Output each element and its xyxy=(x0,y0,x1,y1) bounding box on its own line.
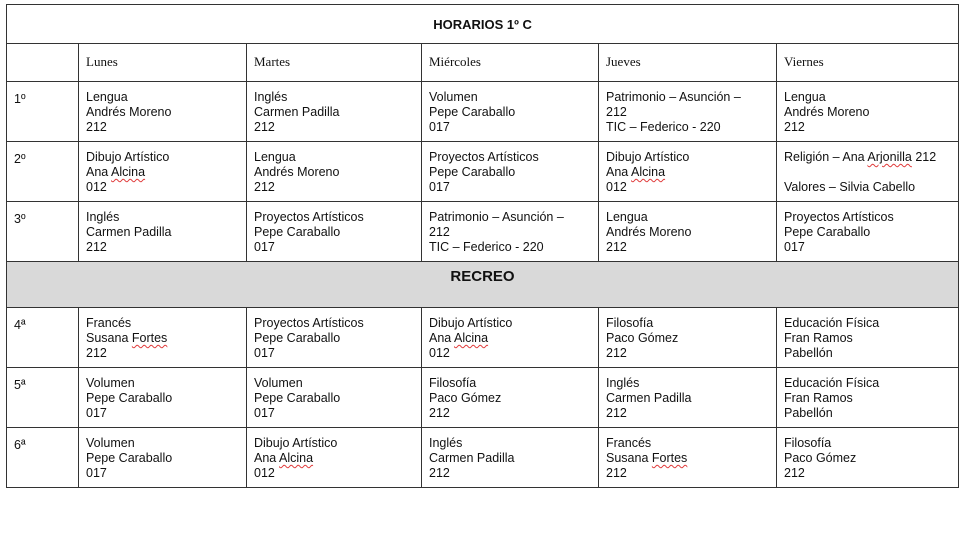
cell-line: 017 xyxy=(254,240,275,254)
day-header-miercoles: Miércoles xyxy=(422,44,599,82)
cell-line: Pepe Caraballo xyxy=(254,331,341,345)
cell-line: TIC – Federico - 220 xyxy=(606,120,721,134)
cell-line: 012 xyxy=(254,466,275,480)
cell-line: Educación Física xyxy=(784,316,880,330)
cell-line: Inglés xyxy=(254,90,288,104)
period-row xyxy=(7,82,959,142)
cell-line: Pepe Caraballo xyxy=(784,225,871,239)
cell-line: Inglés xyxy=(86,210,120,224)
cell-line: 012 xyxy=(86,180,107,194)
cell-line: Religión – Ana Arjonilla 212 xyxy=(784,150,937,164)
cell-line: Andrés Moreno xyxy=(254,165,340,179)
cell-line: Carmen Padilla xyxy=(254,105,340,119)
cell-line: 212 xyxy=(606,105,627,119)
spellcheck-underline: Arjonilla xyxy=(867,150,912,164)
cell-line: Lengua xyxy=(784,90,826,104)
title-row xyxy=(7,5,959,44)
recreo-label: RECREO xyxy=(7,262,959,308)
cell-line: Volumen xyxy=(254,376,303,390)
cell-line: Lengua xyxy=(254,150,296,164)
cell-line: 017 xyxy=(254,406,275,420)
cell-line: Ana Alcina xyxy=(86,165,146,179)
cell-line: Carmen Padilla xyxy=(429,451,515,465)
schedule-cell xyxy=(422,308,599,368)
cell-line: 212 xyxy=(606,346,627,360)
day-header-viernes: Viernes xyxy=(777,44,959,82)
spellcheck-underline: Alcina xyxy=(279,451,314,465)
cell-line: Filosofía xyxy=(784,436,832,450)
cell-line: Pepe Caraballo xyxy=(429,105,516,119)
cell-line: 212 xyxy=(606,240,627,254)
spellcheck-underline: Alcina xyxy=(631,165,666,179)
cell-line: Ana Alcina xyxy=(606,165,666,179)
cell-line: Paco Gómez xyxy=(606,331,679,345)
period-row xyxy=(7,428,959,488)
cell-line: 212 xyxy=(254,180,275,194)
cell-line: Volumen xyxy=(86,376,135,390)
schedule-cell xyxy=(422,428,599,488)
schedule-cell xyxy=(247,82,422,142)
cell-line: Fran Ramos xyxy=(784,391,853,405)
cell-line: Dibujo Artístico xyxy=(254,436,338,450)
cell-line: Francés xyxy=(606,436,652,450)
cell-line: Volumen xyxy=(429,90,478,104)
cell-line: Pepe Caraballo xyxy=(254,391,341,405)
cell-line: Educación Física xyxy=(784,376,880,390)
cell-line: 017 xyxy=(86,466,107,480)
cell-line: Dibujo Artístico xyxy=(606,150,690,164)
recreo-row xyxy=(7,262,959,308)
cell-line: 212 xyxy=(254,120,275,134)
cell-line: Lengua xyxy=(606,210,648,224)
cell-line: Filosofía xyxy=(606,316,654,330)
schedule-cell xyxy=(599,428,777,488)
cell-line: Pabellón xyxy=(784,346,833,360)
cell-line: Carmen Padilla xyxy=(606,391,692,405)
cell-line: 212 xyxy=(86,240,107,254)
schedule-cell xyxy=(79,142,247,202)
cell-line: Lengua xyxy=(86,90,128,104)
cell-line: Ana Alcina xyxy=(254,451,314,465)
schedule-cell xyxy=(247,368,422,428)
schedule-cell xyxy=(777,82,959,142)
period-label: 4ª xyxy=(7,308,79,368)
period-label: 1º xyxy=(7,82,79,142)
period-label: 5ª xyxy=(7,368,79,428)
schedule-cell xyxy=(79,202,247,262)
cell-line: 212 xyxy=(784,120,805,134)
cell-line: 212 xyxy=(86,346,107,360)
cell-line: Andrés Moreno xyxy=(86,105,172,119)
day-header-martes: Martes xyxy=(247,44,422,82)
cell-line: Francés xyxy=(86,316,132,330)
cell-line: Paco Gómez xyxy=(784,451,857,465)
cell-line: 017 xyxy=(429,120,450,134)
cell-line: 212 xyxy=(86,120,107,134)
cell-line: Carmen Padilla xyxy=(86,225,172,239)
cell-line: 017 xyxy=(429,180,450,194)
schedule-cell xyxy=(247,308,422,368)
schedule-cell xyxy=(777,202,959,262)
cell-line: Patrimonio – Asunción – xyxy=(429,210,564,224)
spellcheck-underline: Fortes xyxy=(131,331,168,345)
schedule-cell xyxy=(79,428,247,488)
cell-line: Valores – Silvia Cabello xyxy=(784,180,916,194)
cell-line: Pabellón xyxy=(784,406,833,420)
spellcheck-underline: Alcina xyxy=(454,331,489,345)
cell-line: 212 xyxy=(606,466,627,480)
cell-line: Pepe Caraballo xyxy=(86,391,173,405)
cell-line: Andrés Moreno xyxy=(784,105,870,119)
cell-line: 212 xyxy=(429,225,450,239)
cell-line: Ana Alcina xyxy=(429,331,489,345)
cell-line: Susana Fortes xyxy=(606,451,688,465)
cell-line: 212 xyxy=(606,406,627,420)
schedule-cell xyxy=(422,368,599,428)
cell-line: Susana Fortes xyxy=(86,331,168,345)
schedule-cell xyxy=(777,428,959,488)
schedule-cell xyxy=(599,368,777,428)
cell-line: Volumen xyxy=(86,436,135,450)
cell-line: 017 xyxy=(254,346,275,360)
cell-line: TIC – Federico - 220 xyxy=(429,240,544,254)
cell-line: Proyectos Artísticos xyxy=(254,316,364,330)
cell-line: 012 xyxy=(606,180,627,194)
cell-line: 017 xyxy=(784,240,805,254)
schedule-cell xyxy=(79,82,247,142)
period-row xyxy=(7,202,959,262)
cell-line: 212 xyxy=(429,466,450,480)
cell-line: 212 xyxy=(429,406,450,420)
cell-spacer xyxy=(784,165,951,180)
schedule-cell xyxy=(599,142,777,202)
schedule-cell xyxy=(247,428,422,488)
cell-line: Pepe Caraballo xyxy=(429,165,516,179)
schedule-cell xyxy=(422,202,599,262)
schedule-cell xyxy=(777,142,959,202)
spellcheck-underline: Fortes xyxy=(651,451,688,465)
schedule-cell xyxy=(599,82,777,142)
schedule-cell xyxy=(777,368,959,428)
schedule-cell xyxy=(599,308,777,368)
period-row xyxy=(7,308,959,368)
cell-line: Patrimonio – Asunción – xyxy=(606,90,741,104)
schedule-cell xyxy=(422,142,599,202)
cell-line: Fran Ramos xyxy=(784,331,853,345)
schedule-table xyxy=(6,4,959,488)
day-header-row xyxy=(7,44,959,82)
spellcheck-underline: Alcina xyxy=(111,165,146,179)
cell-line: Proyectos Artísticos xyxy=(429,150,539,164)
cell-line: Proyectos Artísticos xyxy=(784,210,894,224)
cell-line: 012 xyxy=(429,346,450,360)
schedule-cell xyxy=(247,142,422,202)
day-header-jueves: Jueves xyxy=(599,44,777,82)
period-row xyxy=(7,368,959,428)
period-label: 3º xyxy=(7,202,79,262)
day-header-lunes: Lunes xyxy=(79,44,247,82)
cell-line: Dibujo Artístico xyxy=(429,316,513,330)
schedule-title: HORARIOS 1º C xyxy=(7,5,959,44)
schedule-cell xyxy=(247,202,422,262)
period-label: 6ª xyxy=(7,428,79,488)
cell-line: Inglés xyxy=(429,436,463,450)
cell-line: Proyectos Artísticos xyxy=(254,210,364,224)
cell-line: 017 xyxy=(86,406,107,420)
cell-line: Andrés Moreno xyxy=(606,225,692,239)
cell-line: Pepe Caraballo xyxy=(86,451,173,465)
period-row xyxy=(7,142,959,202)
cell-line: Filosofía xyxy=(429,376,477,390)
cell-line: Pepe Caraballo xyxy=(254,225,341,239)
cell-line: Paco Gómez xyxy=(429,391,502,405)
cell-line: Dibujo Artístico xyxy=(86,150,170,164)
cell-line: 212 xyxy=(784,466,805,480)
cell-line: Inglés xyxy=(606,376,640,390)
period-label: 2º xyxy=(7,142,79,202)
schedule-cell xyxy=(79,308,247,368)
schedule-cell xyxy=(599,202,777,262)
schedule-cell xyxy=(79,368,247,428)
corner-cell xyxy=(7,44,79,82)
schedule-cell xyxy=(422,82,599,142)
schedule-cell xyxy=(777,308,959,368)
